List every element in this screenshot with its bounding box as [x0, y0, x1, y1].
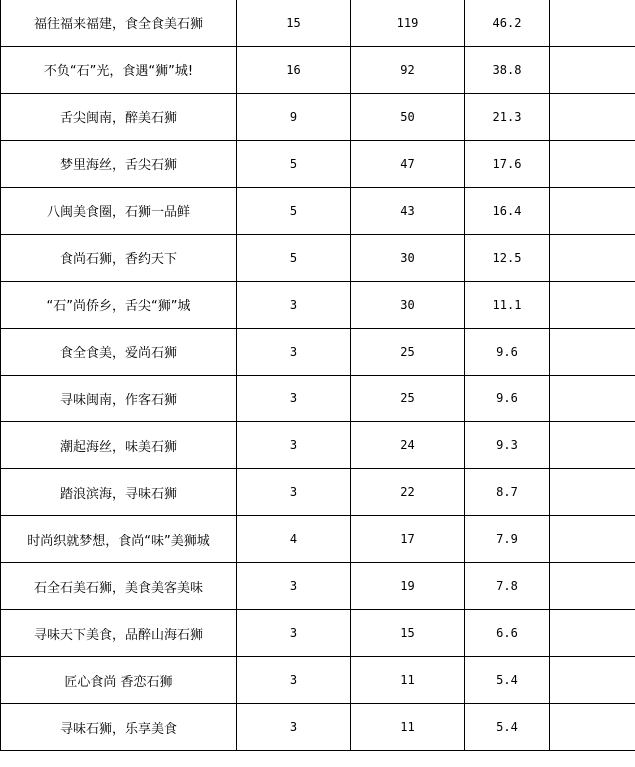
count-b-cell: 30: [351, 234, 465, 281]
slogan-cell: 匠心食尚 香恋石狮: [1, 657, 237, 704]
score-cell: 8.7: [465, 469, 550, 516]
table-row: [1, 234, 635, 281]
table-body: [1, 0, 635, 751]
score-cell: 5.4: [465, 704, 550, 751]
table-row: [1, 375, 635, 422]
count-a-cell: 5: [237, 187, 351, 234]
empty-cell: [550, 93, 635, 140]
table-row: [1, 46, 635, 93]
slogan-cell: 梦里海丝，舌尖石狮: [1, 140, 237, 187]
count-b-cell: 119: [351, 0, 465, 46]
empty-cell: [550, 610, 635, 657]
table-row: [1, 563, 635, 610]
slogan-cell: 潮起海丝，味美石狮: [1, 422, 237, 469]
empty-cell: [550, 657, 635, 704]
count-a-cell: 3: [237, 563, 351, 610]
score-cell: 21.3: [465, 93, 550, 140]
score-cell: 6.6: [465, 610, 550, 657]
score-cell: 46.2: [465, 0, 550, 46]
empty-cell: [550, 187, 635, 234]
score-cell: 7.8: [465, 563, 550, 610]
score-cell: 9.3: [465, 422, 550, 469]
slogan-cell: “石”尚侨乡，舌尖“狮”城: [1, 281, 237, 328]
slogan-cell: 时尚织就梦想，食尚“味”美狮城: [1, 516, 237, 563]
count-b-cell: 92: [351, 46, 465, 93]
count-a-cell: 4: [237, 516, 351, 563]
table-row: [1, 0, 635, 46]
table-row: [1, 516, 635, 563]
empty-cell: [550, 328, 635, 375]
count-a-cell: 5: [237, 140, 351, 187]
count-b-cell: 47: [351, 140, 465, 187]
count-a-cell: 3: [237, 375, 351, 422]
count-a-cell: 9: [237, 93, 351, 140]
count-b-cell: 43: [351, 187, 465, 234]
count-b-cell: 11: [351, 704, 465, 751]
slogan-cell: 福往福来福建，食全食美石狮: [1, 0, 237, 46]
empty-cell: [550, 234, 635, 281]
empty-cell: [550, 281, 635, 328]
slogan-cell: 石全石美石狮，美食美客美味: [1, 563, 237, 610]
slogan-cell: 食全食美，爱尚石狮: [1, 328, 237, 375]
table-row: [1, 140, 635, 187]
slogan-cell: 舌尖闽南，醉美石狮: [1, 93, 237, 140]
table-row: [1, 469, 635, 516]
count-b-cell: 24: [351, 422, 465, 469]
count-b-cell: 17: [351, 516, 465, 563]
slogan-cell: 寻味石狮，乐享美食: [1, 704, 237, 751]
empty-cell: [550, 422, 635, 469]
count-a-cell: 5: [237, 234, 351, 281]
count-b-cell: 25: [351, 328, 465, 375]
table-row: [1, 704, 635, 751]
score-cell: 9.6: [465, 375, 550, 422]
table-row: [1, 328, 635, 375]
score-cell: 5.4: [465, 657, 550, 704]
table-row: [1, 610, 635, 657]
count-a-cell: 3: [237, 281, 351, 328]
slogan-cell: 踏浪滨海，寻味石狮: [1, 469, 237, 516]
count-b-cell: 19: [351, 563, 465, 610]
score-cell: 38.8: [465, 46, 550, 93]
table-row: [1, 93, 635, 140]
empty-cell: [550, 0, 635, 46]
count-b-cell: 25: [351, 375, 465, 422]
table-row: [1, 422, 635, 469]
table-row: [1, 657, 635, 704]
score-cell: 7.9: [465, 516, 550, 563]
count-b-cell: 50: [351, 93, 465, 140]
score-cell: 17.6: [465, 140, 550, 187]
count-a-cell: 3: [237, 328, 351, 375]
count-a-cell: 3: [237, 657, 351, 704]
count-b-cell: 15: [351, 610, 465, 657]
slogan-cell: 八闽美食圈，石狮一品鲜: [1, 187, 237, 234]
table-row: [1, 187, 635, 234]
count-a-cell: 3: [237, 422, 351, 469]
count-a-cell: 15: [237, 0, 351, 46]
table-row: [1, 281, 635, 328]
empty-cell: [550, 375, 635, 422]
empty-cell: [550, 140, 635, 187]
slogan-cell: 寻味闽南，作客石狮: [1, 375, 237, 422]
empty-cell: [550, 46, 635, 93]
empty-cell: [550, 516, 635, 563]
count-a-cell: 3: [237, 704, 351, 751]
score-cell: 12.5: [465, 234, 550, 281]
score-cell: 11.1: [465, 281, 550, 328]
count-b-cell: 30: [351, 281, 465, 328]
count-a-cell: 3: [237, 610, 351, 657]
slogan-cell: 食尚石狮，香约天下: [1, 234, 237, 281]
empty-cell: [550, 704, 635, 751]
empty-cell: [550, 469, 635, 516]
slogan-cell: 寻味天下美食，品醉山海石狮: [1, 610, 237, 657]
score-cell: 9.6: [465, 328, 550, 375]
count-a-cell: 16: [237, 46, 351, 93]
count-a-cell: 3: [237, 469, 351, 516]
score-cell: 16.4: [465, 187, 550, 234]
slogan-cell: 不负“石”光，食遇“狮”城!: [1, 46, 237, 93]
empty-cell: [550, 563, 635, 610]
count-b-cell: 11: [351, 657, 465, 704]
count-b-cell: 22: [351, 469, 465, 516]
